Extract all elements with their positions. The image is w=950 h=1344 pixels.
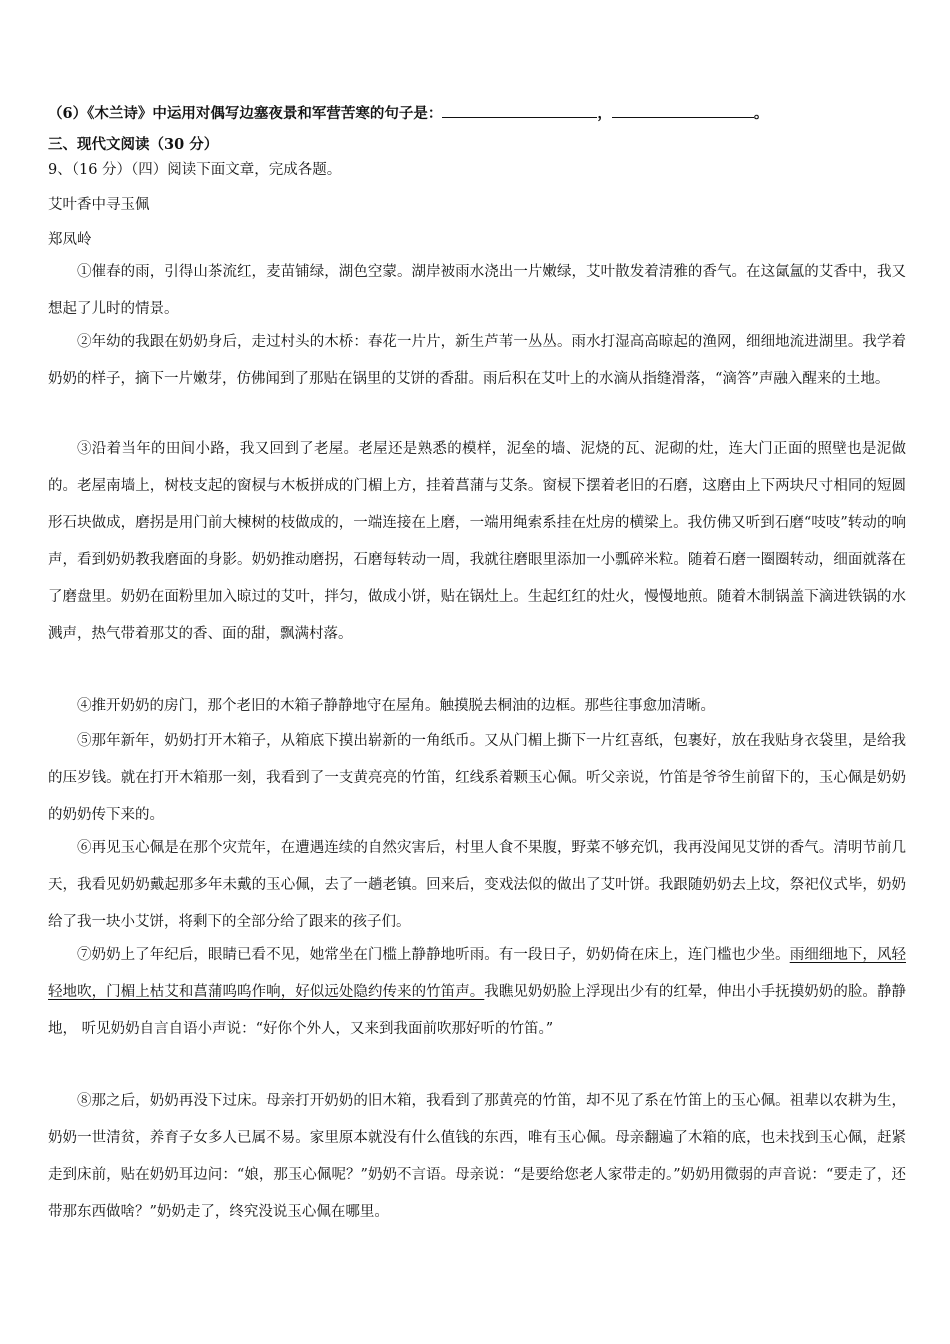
article-paragraph-3: ③沿着当年的田间小路，我又回到了老屋。老屋还是熟悉的模样，泥垒的墙、泥烧的瓦、泥砌的灶，连大门正面的照壁也是泥做的。老屋南墙上，树枝支起的窗棂与木板拼成的门楣上方，挂着菖蒲与艾条。窗棂下摆着老旧的石磨，这磨由上下两块尺寸相同的短圆形石块做成，磨拐是用门前大楝树的枝做成的，一端连接在上磨，一端用绳索系挂在灶房的横梁上。我仿佛又听到石磨“吱吱”转动的响声，看到奶奶教我磨面的身影。奶奶推动磨拐，石磨每转动一周，我就往磨眼里添加一小瓢碎米粒。随着石磨一圈圈转动，细面就落在了磨盘里。奶奶在面粉里加入晾过的艾叶，拌匀，做成小饼，贴在锅灶上。生起红红的灶火，慢慢地煎。随着木制锅盖下滴进铁锅的水溅声，热气带着那艾的香、面的甜，飘满村落。	[48, 441, 906, 642]
article-paragraph-5: ⑤那年新年，奶奶打开木箱子，从箱底下摸出崭新的一角纸币。又从门楣上撕下一片红喜纸，包裹好，放在我贴身衣袋里，是给我的压岁钱。就在打开木箱那一刻，我看到了一支黄亮亮的竹笛，红线系着颗玉心佩。听父亲说，竹笛是爷爷生前留下的，玉心佩是奶奶的奶奶传下来的。	[48, 733, 906, 823]
underlined-sentence: 雨细细地下，风轻轻地吹，门楣上枯艾和菖蒲呜呜作响，好似远处隐约传来的竹笛声。	[48, 947, 906, 1000]
article-paragraph-2: ②年幼的我跟在奶奶身后，走过村头的木桥：春花一片片，新生芦苇一丛丛。雨水打湿高高晾起的渔网，细细地流进湖里。我学着奶奶的样子，摘下一片嫩芽，仿佛闻到了那贴在锅里的艾饼的香甜。雨后积在艾叶上的水滴从指缝滑落，“滴答”声融入醒来的土地。	[48, 334, 906, 387]
question-9-intro: 9、（16 分）（四）阅读下面文章，完成各题。	[48, 162, 342, 178]
article-paragraph-6: ⑥再见玉心佩是在那个灾荒年，在遭遇连续的自然灾害后，村里人食不果腹，野菜不够充饥，我再没闻见艾饼的香气。清明节前几天，我看见奶奶戴起那多年未戴的玉心佩，去了一趟老镇。回来后，变戏法似的做出了艾叶饼。我跟随奶奶去上坟，祭祀仪式毕，奶奶给了我一块小艾饼，将剩下的全部分给了跟来的孩子们。	[48, 840, 906, 930]
section-3-heading: 三、现代文阅读（30 分）	[48, 136, 219, 153]
article-paragraph-4: ④推开奶奶的房门，那个老旧的木箱子静静地守在屋角。触摸脱去桐油的边框。那些往事愈加清晰。	[77, 698, 715, 714]
article-author: 郑凤岭	[48, 232, 92, 248]
article-paragraph-1: ①催春的雨，引得山茶流红，麦苗铺绿，湖色空蒙。湖岸被雨水浇出一片嫩绿，艾叶散发着清雅的香气。在这氤氲的艾香中，我又想起了儿时的情景。	[48, 264, 906, 317]
question-6-text: （6）《木兰诗》中运用对偶写边塞夜景和军营苦寒的句子是：	[48, 105, 443, 122]
answer-blank-2[interactable]	[612, 103, 754, 118]
answer-blank-1[interactable]	[442, 103, 597, 118]
question-6	[48, 103, 768, 124]
article-paragraph-7	[48, 937, 906, 1048]
article-paragraph-8: ⑧那之后，奶奶再没下过床。母亲打开奶奶的旧木箱，我看到了那黄亮的竹笛，却不见了系在竹笛上的玉心佩。祖辈以农耕为生，奶奶一世清贫，养育子女多人已属不易。家里原本就没有什么值钱的东西，唯有玉心佩。母亲翻遍了木箱的底，也未找到玉心佩，赶紧走到床前，贴在奶奶耳边问：“娘，那玉心佩呢？”奶奶不言语。母亲说：“是要给您老人家带走的。”奶奶用微弱的声音说：“要走了，还带那东西做啥？”奶奶走了，终究没说玉心佩在哪里。	[48, 1093, 906, 1220]
blank-separator: ，	[597, 105, 612, 122]
question-6-end: 。	[753, 105, 769, 122]
paragraph-7-opening: ⑦奶奶上了年纪后，眼睛已看不见，她常坐在门槛上静静地听雨。有一段日子，奶奶倚在床上，连门槛也少坐。	[77, 947, 790, 963]
article-title: 艾叶香中寻玉佩	[48, 197, 150, 213]
paragraph-7-rest: 我瞧见奶奶脸上浮现出少有的红晕，伸出小手抚摸奶奶的脸。静静地， 听见奶奶自言自语小声说：“好你个外人，又来到我面前吹那好听的竹笛。”	[48, 984, 907, 1037]
